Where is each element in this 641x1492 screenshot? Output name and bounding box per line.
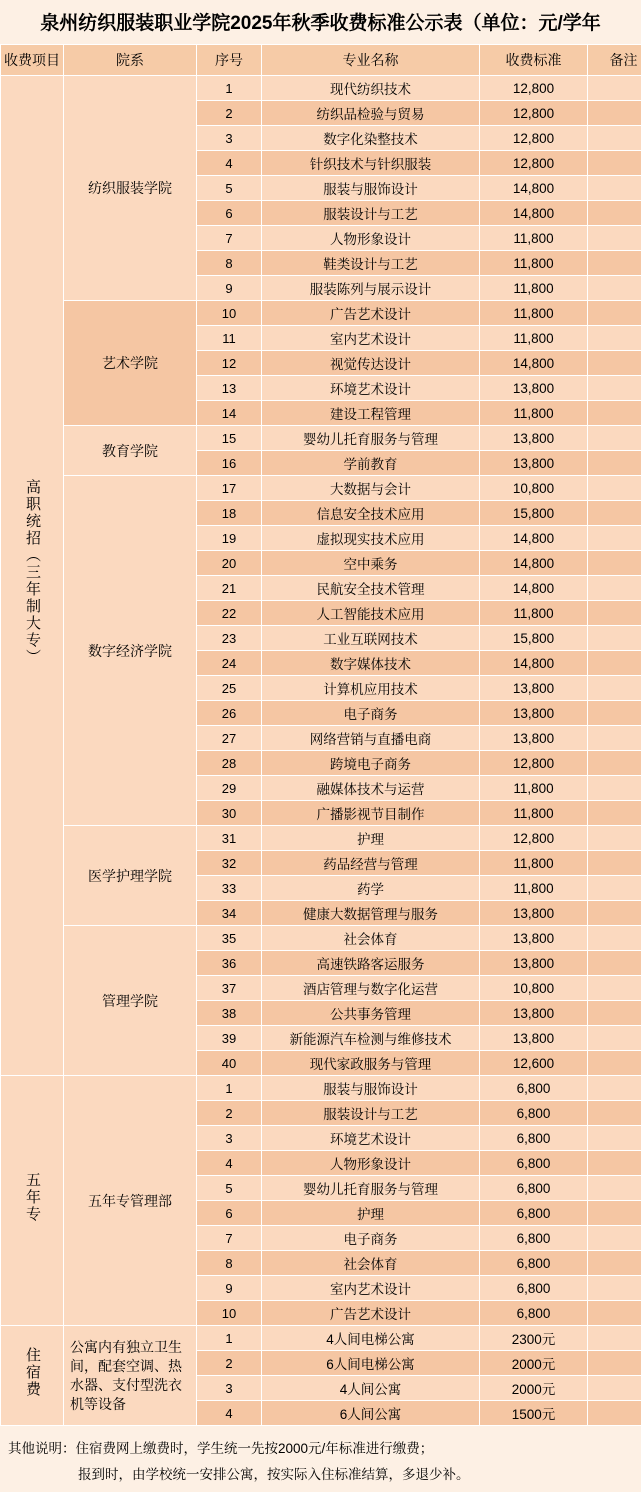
department-cell: 教育学院 xyxy=(64,426,197,476)
major-name: 药品经营与管理 xyxy=(262,851,480,876)
fee-amount: 1500元 xyxy=(480,1401,588,1426)
major-name: 服装与服饰设计 xyxy=(262,1076,480,1101)
remark-cell xyxy=(588,1026,641,1051)
remark-cell xyxy=(588,1201,641,1226)
major-name: 广告艺术设计 xyxy=(262,301,480,326)
remark-cell xyxy=(588,301,641,326)
fee-amount: 14,800 xyxy=(480,351,588,376)
fee-amount: 15,800 xyxy=(480,626,588,651)
fee-amount: 10,800 xyxy=(480,976,588,1001)
fee-amount: 11,800 xyxy=(480,226,588,251)
fee-amount: 14,800 xyxy=(480,576,588,601)
fee-amount: 11,800 xyxy=(480,401,588,426)
row-number: 10 xyxy=(197,1301,262,1326)
column-header-remark: 备注 xyxy=(588,45,641,76)
major-name: 6人间公寓 xyxy=(262,1401,480,1426)
fee-amount: 13,800 xyxy=(480,1026,588,1051)
fee-amount: 13,800 xyxy=(480,701,588,726)
fee-amount: 13,800 xyxy=(480,376,588,401)
fee-amount: 6,800 xyxy=(480,1251,588,1276)
row-number: 6 xyxy=(197,201,262,226)
fee-amount: 6,800 xyxy=(480,1226,588,1251)
row-number: 33 xyxy=(197,876,262,901)
fee-amount: 11,800 xyxy=(480,326,588,351)
row-number: 20 xyxy=(197,551,262,576)
row-number: 32 xyxy=(197,851,262,876)
category-label: 五年专 xyxy=(22,1172,42,1223)
major-name: 社会体育 xyxy=(262,926,480,951)
row-number: 7 xyxy=(197,1226,262,1251)
fee-amount: 13,800 xyxy=(480,951,588,976)
row-number: 28 xyxy=(197,751,262,776)
remark-cell xyxy=(588,1251,641,1276)
notes-text-1: 住宿费网上缴费时，学生统一先按2000元/年标准进行缴费； xyxy=(76,1441,434,1456)
fee-amount: 15,800 xyxy=(480,501,588,526)
category-cell xyxy=(1,1076,64,1326)
fee-amount: 14,800 xyxy=(480,551,588,576)
major-name: 跨境电子商务 xyxy=(262,751,480,776)
remark-cell xyxy=(588,1226,641,1251)
major-name: 婴幼儿托育服务与管理 xyxy=(262,426,480,451)
remark-cell xyxy=(588,476,641,501)
row-number: 25 xyxy=(197,676,262,701)
row-number: 4 xyxy=(197,1151,262,1176)
remark-cell xyxy=(588,326,641,351)
row-number: 9 xyxy=(197,1276,262,1301)
remark-cell xyxy=(588,226,641,251)
fee-amount: 6,800 xyxy=(480,1201,588,1226)
column-header-major: 专业名称 xyxy=(262,45,480,76)
remark-cell xyxy=(588,801,641,826)
major-name: 视觉传达设计 xyxy=(262,351,480,376)
fee-amount: 6,800 xyxy=(480,1126,588,1151)
fee-amount: 11,800 xyxy=(480,801,588,826)
remark-cell xyxy=(588,1351,641,1376)
remark-cell xyxy=(588,76,641,101)
remark-cell xyxy=(588,901,641,926)
row-number: 4 xyxy=(197,1401,262,1426)
fee-amount: 2000元 xyxy=(480,1376,588,1401)
remark-cell xyxy=(588,501,641,526)
row-number: 1 xyxy=(197,1076,262,1101)
fee-amount: 6,800 xyxy=(480,1176,588,1201)
major-name: 网络营销与直播电商 xyxy=(262,726,480,751)
notes-line-2: 报到时，由学校统一安排公寓，按实际入住标准结算，多退少补。 xyxy=(6,1462,635,1488)
major-name: 鞋类设计与工艺 xyxy=(262,251,480,276)
row-number: 29 xyxy=(197,776,262,801)
fee-amount: 13,800 xyxy=(480,726,588,751)
notes-label: 其他说明： xyxy=(8,1441,76,1456)
remark-cell xyxy=(588,601,641,626)
remark-cell xyxy=(588,451,641,476)
row-number: 3 xyxy=(197,1126,262,1151)
major-name: 服装陈列与展示设计 xyxy=(262,276,480,301)
fee-amount: 14,800 xyxy=(480,201,588,226)
major-name: 护理 xyxy=(262,1201,480,1226)
row-number: 35 xyxy=(197,926,262,951)
remark-cell xyxy=(588,376,641,401)
major-name: 婴幼儿托育服务与管理 xyxy=(262,1176,480,1201)
row-number: 13 xyxy=(197,376,262,401)
fee-amount: 6,800 xyxy=(480,1101,588,1126)
major-name: 民航安全技术管理 xyxy=(262,576,480,601)
remark-cell xyxy=(588,276,641,301)
table-row xyxy=(1,476,641,501)
fee-amount: 14,800 xyxy=(480,651,588,676)
row-number: 3 xyxy=(197,126,262,151)
remark-cell xyxy=(588,1076,641,1101)
row-number: 22 xyxy=(197,601,262,626)
row-number: 9 xyxy=(197,276,262,301)
table-row xyxy=(1,301,641,326)
fee-amount: 11,800 xyxy=(480,776,588,801)
row-number: 40 xyxy=(197,1051,262,1076)
remark-cell xyxy=(588,526,641,551)
remark-cell xyxy=(588,1151,641,1176)
fee-amount: 2300元 xyxy=(480,1326,588,1351)
row-number: 15 xyxy=(197,426,262,451)
remark-cell xyxy=(588,676,641,701)
remark-cell xyxy=(588,751,641,776)
category-label: 住宿费 xyxy=(22,1347,42,1398)
table-row xyxy=(1,826,641,851)
department-cell: 公寓内有独立卫生间，配套空调、热水器、支付型洗衣机等设备 xyxy=(64,1326,197,1426)
fee-amount: 10,800 xyxy=(480,476,588,501)
major-name: 广播影视节目制作 xyxy=(262,801,480,826)
table-row xyxy=(1,926,641,951)
major-name: 计算机应用技术 xyxy=(262,676,480,701)
major-name: 针织技术与针织服装 xyxy=(262,151,480,176)
column-header-no: 序号 xyxy=(197,45,262,76)
remark-cell xyxy=(588,976,641,1001)
major-name: 纺织品检验与贸易 xyxy=(262,101,480,126)
remark-cell xyxy=(588,851,641,876)
major-name: 环境艺术设计 xyxy=(262,1126,480,1151)
row-number: 1 xyxy=(197,76,262,101)
fee-amount: 6,800 xyxy=(480,1076,588,1101)
fee-amount: 12,800 xyxy=(480,751,588,776)
remark-cell xyxy=(588,701,641,726)
row-number: 18 xyxy=(197,501,262,526)
major-name: 护理 xyxy=(262,826,480,851)
remark-cell xyxy=(588,251,641,276)
row-number: 2 xyxy=(197,1101,262,1126)
row-number: 6 xyxy=(197,1201,262,1226)
column-header-fee: 收费标准 xyxy=(480,45,588,76)
major-name: 广告艺术设计 xyxy=(262,1301,480,1326)
table-header xyxy=(1,45,641,76)
remark-cell xyxy=(588,1276,641,1301)
row-number: 14 xyxy=(197,401,262,426)
remark-cell xyxy=(588,776,641,801)
row-number: 24 xyxy=(197,651,262,676)
major-name: 室内艺术设计 xyxy=(262,326,480,351)
department-cell: 艺术学院 xyxy=(64,301,197,426)
row-number: 30 xyxy=(197,801,262,826)
fee-amount: 12,800 xyxy=(480,76,588,101)
row-number: 2 xyxy=(197,101,262,126)
major-name: 4人间电梯公寓 xyxy=(262,1326,480,1351)
major-name: 新能源汽车检测与维修技术 xyxy=(262,1026,480,1051)
fee-table xyxy=(0,44,641,1426)
row-number: 16 xyxy=(197,451,262,476)
row-number: 31 xyxy=(197,826,262,851)
major-name: 环境艺术设计 xyxy=(262,376,480,401)
department-cell: 数字经济学院 xyxy=(64,476,197,826)
table-row xyxy=(1,426,641,451)
row-number: 34 xyxy=(197,901,262,926)
row-number: 7 xyxy=(197,226,262,251)
row-number: 5 xyxy=(197,176,262,201)
fee-amount: 11,800 xyxy=(480,251,588,276)
major-name: 药学 xyxy=(262,876,480,901)
remark-cell xyxy=(588,201,641,226)
column-header-item: 收费项目 xyxy=(1,45,64,76)
category-label: 高职统招（三年制大专） xyxy=(22,479,42,666)
remark-cell xyxy=(588,151,641,176)
major-name: 数字化染整技术 xyxy=(262,126,480,151)
major-name: 人物形象设计 xyxy=(262,226,480,251)
major-name: 服装设计与工艺 xyxy=(262,201,480,226)
major-name: 现代家政服务与管理 xyxy=(262,1051,480,1076)
major-name: 空中乘务 xyxy=(262,551,480,576)
notes-section xyxy=(0,1426,641,1492)
row-number: 26 xyxy=(197,701,262,726)
fee-amount: 11,800 xyxy=(480,601,588,626)
major-name: 建设工程管理 xyxy=(262,401,480,426)
row-number: 10 xyxy=(197,301,262,326)
remark-cell xyxy=(588,1326,641,1351)
department-cell: 五年专管理部 xyxy=(64,1076,197,1326)
major-name: 大数据与会计 xyxy=(262,476,480,501)
major-name: 4人间公寓 xyxy=(262,1376,480,1401)
fee-amount: 12,800 xyxy=(480,126,588,151)
major-name: 公共事务管理 xyxy=(262,1001,480,1026)
header-row xyxy=(1,45,641,76)
major-name: 酒店管理与数字化运营 xyxy=(262,976,480,1001)
column-header-dept: 院系 xyxy=(64,45,197,76)
remark-cell xyxy=(588,1301,641,1326)
remark-cell xyxy=(588,826,641,851)
remark-cell xyxy=(588,876,641,901)
major-name: 数字媒体技术 xyxy=(262,651,480,676)
remark-cell xyxy=(588,1176,641,1201)
fee-amount: 14,800 xyxy=(480,176,588,201)
fee-amount: 6,800 xyxy=(480,1301,588,1326)
fee-amount: 11,800 xyxy=(480,276,588,301)
category-cell xyxy=(1,1326,64,1426)
row-number: 23 xyxy=(197,626,262,651)
major-name: 学前教育 xyxy=(262,451,480,476)
remark-cell xyxy=(588,551,641,576)
fee-amount: 13,800 xyxy=(480,426,588,451)
fee-amount: 6,800 xyxy=(480,1151,588,1176)
major-name: 高速铁路客运服务 xyxy=(262,951,480,976)
table-body xyxy=(1,76,641,1426)
major-name: 现代纺织技术 xyxy=(262,76,480,101)
fee-amount: 12,600 xyxy=(480,1051,588,1076)
remark-cell xyxy=(588,726,641,751)
row-number: 39 xyxy=(197,1026,262,1051)
major-name: 电子商务 xyxy=(262,1226,480,1251)
row-number: 2 xyxy=(197,1351,262,1376)
page-title: 泉州纺织服装职业学院2025年秋季收费标准公示表（单位：元/学年 xyxy=(0,0,641,44)
major-name: 人工智能技术应用 xyxy=(262,601,480,626)
row-number: 8 xyxy=(197,1251,262,1276)
table-row xyxy=(1,1326,641,1351)
row-number: 36 xyxy=(197,951,262,976)
major-name: 社会体育 xyxy=(262,1251,480,1276)
fee-amount: 6,800 xyxy=(480,1276,588,1301)
major-name: 人物形象设计 xyxy=(262,1151,480,1176)
row-number: 19 xyxy=(197,526,262,551)
major-name: 6人间电梯公寓 xyxy=(262,1351,480,1376)
fee-amount: 13,800 xyxy=(480,901,588,926)
major-name: 工业互联网技术 xyxy=(262,626,480,651)
fee-amount: 14,800 xyxy=(480,526,588,551)
fee-amount: 13,800 xyxy=(480,926,588,951)
row-number: 21 xyxy=(197,576,262,601)
row-number: 37 xyxy=(197,976,262,1001)
row-number: 4 xyxy=(197,151,262,176)
major-name: 室内艺术设计 xyxy=(262,1276,480,1301)
remark-cell xyxy=(588,626,641,651)
fee-amount: 11,800 xyxy=(480,876,588,901)
fee-amount: 12,800 xyxy=(480,826,588,851)
remark-cell xyxy=(588,1126,641,1151)
fee-amount: 2000元 xyxy=(480,1351,588,1376)
fee-amount: 13,800 xyxy=(480,1001,588,1026)
remark-cell xyxy=(588,1051,641,1076)
major-name: 服装设计与工艺 xyxy=(262,1101,480,1126)
fee-amount: 12,800 xyxy=(480,151,588,176)
fee-amount: 13,800 xyxy=(480,451,588,476)
notes-line-1 xyxy=(6,1436,635,1462)
major-name: 健康大数据管理与服务 xyxy=(262,901,480,926)
major-name: 虚拟现实技术应用 xyxy=(262,526,480,551)
row-number: 5 xyxy=(197,1176,262,1201)
department-cell: 医学护理学院 xyxy=(64,826,197,926)
fee-amount: 13,800 xyxy=(480,676,588,701)
remark-cell xyxy=(588,426,641,451)
remark-cell xyxy=(588,1376,641,1401)
remark-cell xyxy=(588,951,641,976)
department-cell: 管理学院 xyxy=(64,926,197,1076)
remark-cell xyxy=(588,1401,641,1426)
row-number: 12 xyxy=(197,351,262,376)
table-row xyxy=(1,1076,641,1101)
major-name: 电子商务 xyxy=(262,701,480,726)
remark-cell xyxy=(588,101,641,126)
row-number: 8 xyxy=(197,251,262,276)
major-name: 融媒体技术与运营 xyxy=(262,776,480,801)
remark-cell xyxy=(588,1001,641,1026)
major-name: 信息安全技术应用 xyxy=(262,501,480,526)
major-name: 服装与服饰设计 xyxy=(262,176,480,201)
remark-cell xyxy=(588,176,641,201)
fee-amount: 11,800 xyxy=(480,301,588,326)
remark-cell xyxy=(588,651,641,676)
fee-amount: 11,800 xyxy=(480,851,588,876)
row-number: 38 xyxy=(197,1001,262,1026)
remark-cell xyxy=(588,576,641,601)
remark-cell xyxy=(588,926,641,951)
fee-amount: 12,800 xyxy=(480,101,588,126)
row-number: 3 xyxy=(197,1376,262,1401)
remark-cell xyxy=(588,401,641,426)
row-number: 11 xyxy=(197,326,262,351)
remark-cell xyxy=(588,351,641,376)
department-cell: 纺织服装学院 xyxy=(64,76,197,301)
table-row xyxy=(1,76,641,101)
row-number: 27 xyxy=(197,726,262,751)
category-cell xyxy=(1,76,64,1076)
remark-cell xyxy=(588,126,641,151)
row-number: 17 xyxy=(197,476,262,501)
row-number: 1 xyxy=(197,1326,262,1351)
remark-cell xyxy=(588,1101,641,1126)
